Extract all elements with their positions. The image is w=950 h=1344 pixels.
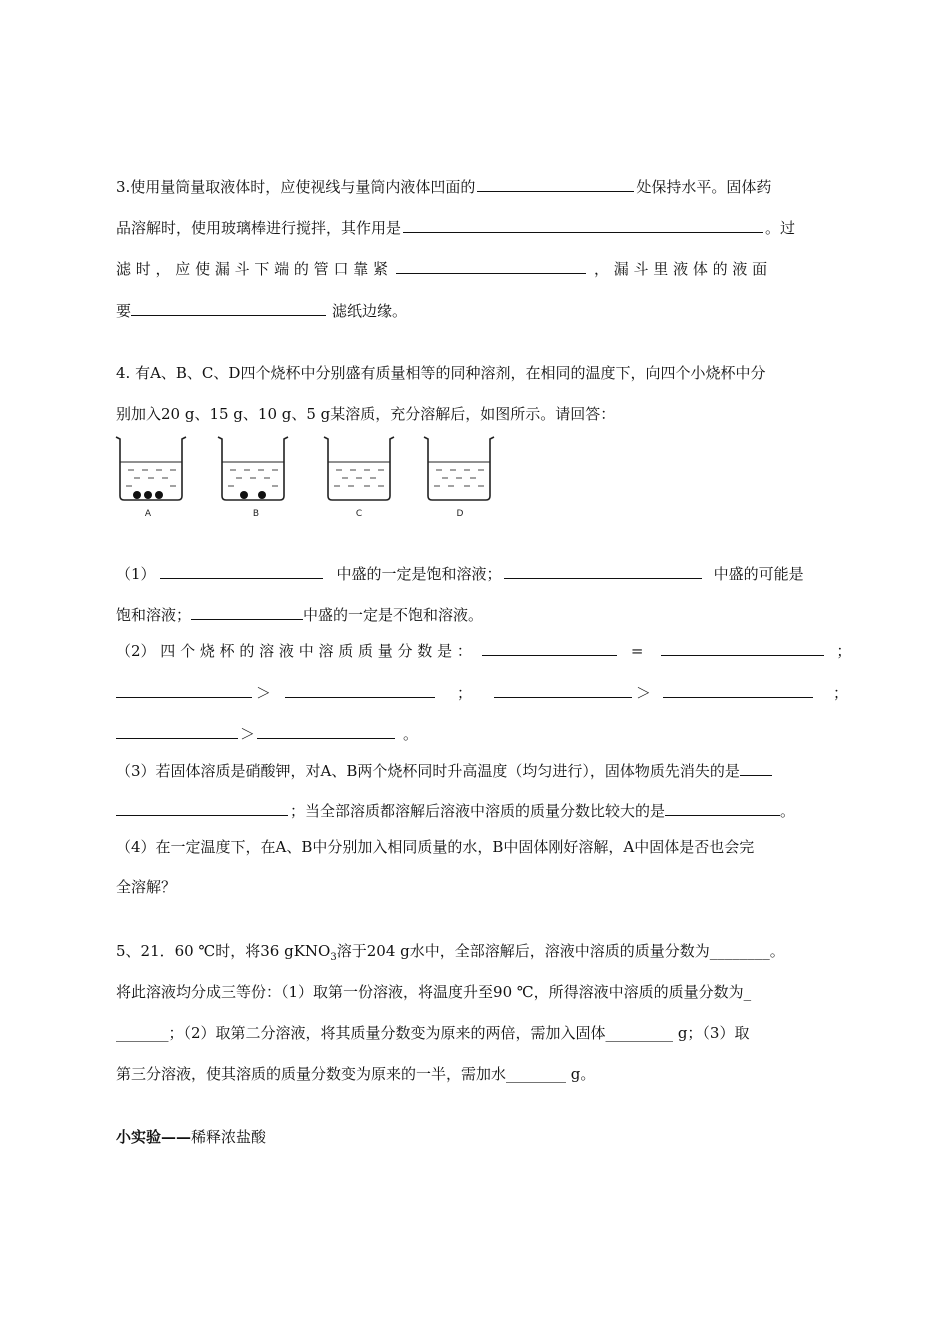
- beaker-label: C: [355, 509, 363, 519]
- answer-blank[interactable]: [160, 564, 323, 579]
- answer-blank[interactable]: [403, 218, 763, 233]
- q4-s4-line-1: （4）在一定温度下，在A、B中分别加入相同质量的水，B中固体刚好溶解，A中固体是否也会完: [116, 838, 755, 856]
- q3-line-1: [116, 176, 838, 198]
- q4-s3-line-1: [116, 760, 838, 782]
- q3-text: 处保持水平。固体药: [636, 178, 772, 196]
- q4-s1-line-1: [116, 563, 838, 585]
- s2-text: （2） 四 个 烧 杯 的 溶 液 中 溶 质 质 量 分 数 是 ：: [116, 642, 472, 660]
- q3-text: 品溶解时，使用玻璃棒进行搅拌，其作用是: [116, 219, 402, 237]
- s1-text: 中盛的一定是饱和溶液；: [336, 565, 502, 583]
- q5-line-3: _______；（2）取第二分溶液，将其质量分数变为原来的两倍，需加入固体_________ g；（3）取: [116, 1024, 750, 1042]
- q5-line-4: 第三分溶液，使其溶质的质量分数变为原来的一半，需加水________ g。: [116, 1065, 596, 1083]
- answer-blank[interactable]: [663, 683, 813, 698]
- answer-blank[interactable]: [285, 683, 435, 698]
- q5-text: 5、21．60 ℃时，将36 gKNO: [116, 942, 331, 960]
- experiment-heading: [116, 1126, 838, 1148]
- greater-sign: ＞: [636, 684, 652, 702]
- beaker-b: [218, 437, 288, 519]
- period: 。: [403, 725, 419, 743]
- greater-sign: ＞: [256, 684, 272, 702]
- answer-blank[interactable]: [257, 724, 395, 739]
- answer-blank[interactable]: [740, 761, 772, 776]
- answer-blank[interactable]: [494, 683, 632, 698]
- answer-blank[interactable]: [116, 801, 288, 816]
- period: 。: [780, 802, 796, 820]
- beaker-c: [324, 437, 394, 519]
- answer-blank[interactable]: [191, 605, 303, 620]
- q4-s2-line-1: [116, 640, 852, 662]
- s3-text: （3）若固体溶质是硝酸钾，对A、B两个烧杯同时升高温度（均匀进行），固体物质先消失的是: [116, 762, 740, 780]
- s1-number: （1）: [116, 565, 156, 583]
- beaker-d: [424, 437, 494, 519]
- q3-text: ， 漏 斗 里 液 体 的 液 面: [594, 260, 768, 278]
- beakers-figure: [110, 432, 510, 520]
- q4-line-2: 别加入20 g、15 g、10 g、5 g某溶质，充分溶解后，如图所示。请回答：: [116, 405, 616, 423]
- semicolon: ；: [836, 642, 852, 660]
- answer-blank[interactable]: [396, 259, 586, 274]
- q3-line-4: [116, 300, 838, 322]
- q4-s3-line-2: [116, 800, 838, 822]
- s1-text: 饱和溶液；: [116, 606, 192, 624]
- q4-s1-line-2: [116, 604, 838, 626]
- q3-text: 滤纸边缘。: [332, 302, 408, 320]
- answer-blank[interactable]: [665, 801, 780, 816]
- q5-text: 溶于204 g水中，全部溶解后，溶液中溶质的质量分数为________。: [336, 942, 785, 960]
- q3-line-3: [116, 258, 838, 280]
- q5-line-2: 将此溶液均分成三等份：（1）取第一份溶液，将温度升至90 ℃，所得溶液中溶质的质量分数为_: [116, 983, 752, 1001]
- answer-blank[interactable]: [116, 724, 238, 739]
- s1-text: 中盛的可能是: [713, 565, 804, 583]
- beaker-label: A: [144, 509, 152, 519]
- answer-blank[interactable]: [477, 177, 634, 192]
- semicolon: ；: [833, 684, 849, 702]
- semicolon: ；: [457, 684, 473, 702]
- equals-sign: =: [630, 642, 644, 660]
- q3-text: 要: [116, 302, 132, 320]
- beaker-a: [116, 437, 186, 519]
- q3-text: 。过: [765, 219, 796, 237]
- q5-line-1: [116, 940, 838, 969]
- answer-blank[interactable]: [504, 564, 702, 579]
- heading-bold: 小实验——: [116, 1128, 192, 1146]
- q3-line-2: [116, 217, 838, 239]
- heading-text: 稀释浓盐酸: [191, 1128, 267, 1146]
- answer-blank[interactable]: [116, 683, 252, 698]
- q4-s2-line-2: [116, 682, 849, 704]
- beaker-label: B: [252, 509, 260, 519]
- q3-text: 3.使用量筒量取液体时，应使视线与量筒内液体凹面的: [116, 178, 476, 196]
- greater-sign: ＞: [240, 725, 256, 743]
- answer-blank[interactable]: [661, 641, 824, 656]
- q4-s4-line-2: 全溶解？: [116, 878, 177, 896]
- subscript: 3: [330, 952, 337, 963]
- q4-s2-line-3: [116, 723, 838, 745]
- answer-blank[interactable]: [131, 301, 326, 316]
- s1-text: 中盛的一定是不饱和溶液。: [303, 606, 484, 624]
- beaker-label: D: [456, 509, 464, 519]
- q4-line-1: 4. 有A、B、C、D四个烧杯中分别盛有质量相等的同种溶剂，在相同的温度下，向四个小烧杯中分: [116, 364, 766, 382]
- answer-blank[interactable]: [482, 641, 617, 656]
- q3-text: 滤 时 ， 应 使 漏 斗 下 端 的 管 口 靠 紧: [116, 260, 388, 278]
- s3-text: ；当全部溶质都溶解后溶液中溶质的质量分数比较大的是: [290, 802, 666, 820]
